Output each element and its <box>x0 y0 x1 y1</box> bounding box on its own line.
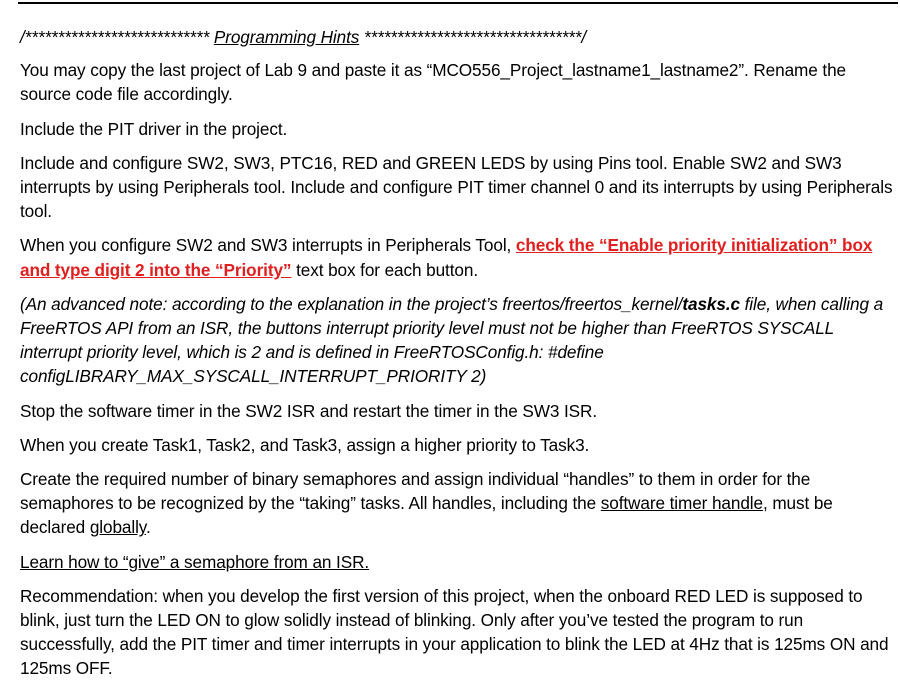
top-border-line <box>18 2 898 4</box>
semaphores-lead-text: Create the required number of binary semaphores and assign individual “handles” to them in order for the semaphores to be recognized by the “taking” tasks. All handles, including the <box>20 469 811 514</box>
priority-emphasis-text: check the “Enable priority initialization” box and type digit 2 into the “Priority” <box>20 235 873 280</box>
header-stars-left: /**************************** <box>20 27 214 47</box>
paragraph-pit-driver: Include the PIT driver in the project. <box>20 118 288 139</box>
section-header <box>20 25 896 49</box>
semaphores-tail-text: . <box>146 517 151 538</box>
document-body <box>20 25 896 681</box>
paragraph-configure-pins: Include and configure SW2, SW3, PTC16, RED and GREEN LEDS by using Pins tool. Enable SW2 and SW3 interrupts by using Peripherals tool. Include and configure PIT timer channel 0 and its interrupts by using Peripherals tool. <box>20 152 893 222</box>
paragraph-give-semaphore: Learn how to “give” a semaphore from an ISR. <box>20 551 370 572</box>
note-file-name: tasks.c <box>682 293 740 314</box>
section-title: Programming Hints <box>213 27 360 47</box>
priority-tail-text: text box for each button. <box>291 259 479 280</box>
software-timer-handle-text: software timer handle <box>600 493 763 514</box>
paragraph-copy-project: You may copy the last project of Lab 9 and paste it as “MCO556_Project_lastname1_lastname2”. Rename the source code file accordingly. <box>20 60 846 105</box>
note-lead-text: (An advanced note: according to the explanation in the project’s freertos/freertos_kernel/ <box>20 293 683 314</box>
semaphores-mid-text: , must be declared <box>20 493 833 538</box>
header-stars-right: *********************************/ <box>359 27 587 47</box>
paragraph-stop-timer: Stop the software timer in the SW2 ISR and restart the timer in the SW3 ISR. <box>20 400 598 421</box>
paragraph-priority-config <box>20 233 896 281</box>
paragraph-task-priority: When you create Task1, Task2, and Task3, assign a higher priority to Task3. <box>20 434 590 455</box>
globally-text: globally <box>89 517 147 538</box>
note-tail-text: file, when calling a FreeRTOS API from an ISR, the buttons interrupt priority level must not be higher than FreeRTOS SYSCALL interrupt priority level, which is 2 and is defined in FreeRTOSConfig.h: #define configLIBRARY_MAX_SYSCALL_INTERRUPT_PRIORITY 2) <box>20 293 884 387</box>
paragraph-advanced-note <box>20 292 896 389</box>
paragraph-semaphores <box>20 467 896 540</box>
priority-lead-text: When you configure SW2 and SW3 interrupts in Peripherals Tool, <box>20 235 516 256</box>
paragraph-recommendation: Recommendation: when you develop the first version of this project, when the onboard RED LED is supposed to blink, just turn the LED ON to glow solidly instead of blinking. Only after you’ve tested the program to run successfully, add the PIT timer and timer interrupts in your application to blink the LED at 4Hz that is 125ms ON and 125ms OFF. <box>20 585 889 679</box>
